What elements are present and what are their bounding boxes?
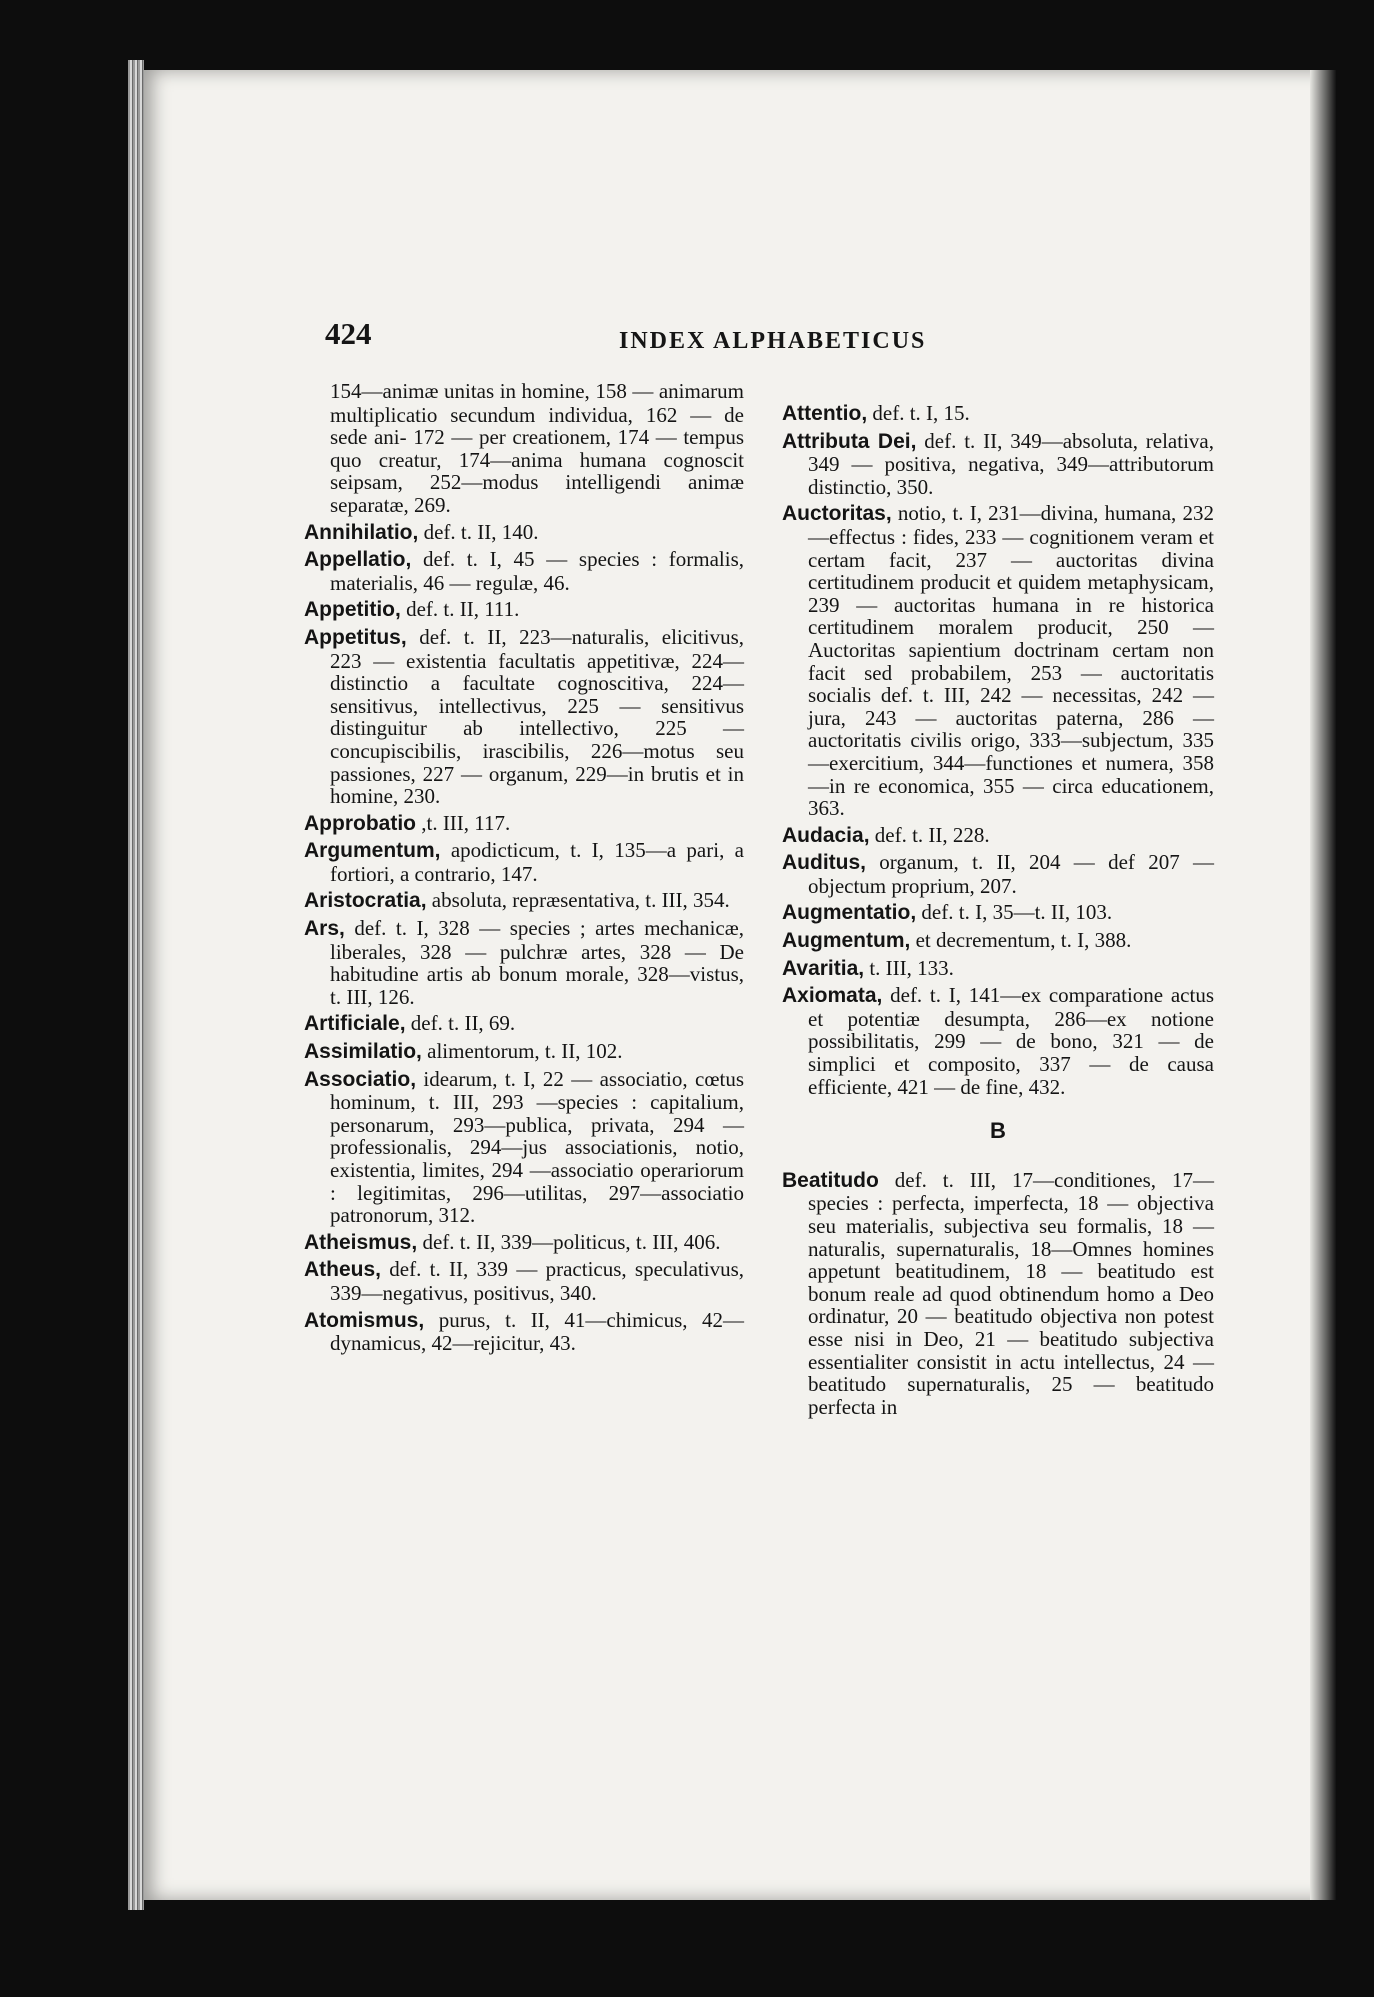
index-entry <box>782 1169 1214 1419</box>
entry-text: organum, t. II, 204 — def 207 — objectum proprium, 207. <box>808 850 1214 898</box>
entry-text: apodicticum, t. I, 135—a pari, a fortiori, a contrario, 147. <box>330 838 744 886</box>
index-entry <box>304 1231 744 1255</box>
entry-text: et decrementum, t. I, 388. <box>910 928 1132 953</box>
index-entry <box>304 1258 744 1304</box>
headword: Aristocratia, <box>304 889 427 913</box>
headword: Ars, <box>304 917 345 941</box>
index-entry <box>304 626 744 808</box>
entry-text: def. t. II, 339 — practicus, speculativus, 339—negativus, positivus, 340. <box>330 1257 744 1305</box>
headword: Atomismus, <box>304 1308 425 1332</box>
book-page <box>144 70 1336 1900</box>
index-entry <box>304 548 744 594</box>
index-entry <box>304 1040 744 1064</box>
headword: Annihilatio, <box>304 520 419 544</box>
index-entry <box>782 851 1214 897</box>
headword: Associatio, <box>304 1067 417 1091</box>
headword: Augmentatio, <box>782 901 917 925</box>
entry-text: def. t. II, 339—politicus, t. III, 406. <box>417 1229 721 1254</box>
headword: Axiomata, <box>782 984 883 1008</box>
entry-text: def. t. I, 35—t. II, 103. <box>916 900 1113 925</box>
entry-text: def. t. I, 141—ex comparatione actus et potentiæ desumpta, 286—ex notione possibilitatis, 299 — de bono, 321 — de simplici et composito, 337 — de causa efficiente, 421 — de fine, 432. <box>808 983 1214 1099</box>
entry-text: alimentorum, t. II, 102. <box>421 1039 623 1064</box>
entry-text: ,t. III, 117. <box>415 810 511 835</box>
headword: Appellatio, <box>304 548 412 572</box>
entry-text: def. t. II, 140. <box>418 519 539 544</box>
entry-text: t. III, 133. <box>864 955 954 980</box>
index-entry <box>782 929 1214 953</box>
entry-text: def. t. III, 17—conditiones, 17—species : perfecta, imperfecta, 18 — objectiva seu materialis, subjectiva seu formalis, 18 — naturalis, supernaturalis, 18—Omnes homines appetunt beatitudinem, 18 — beatitudo est bonum reale ad quod obtinendum homo a Deo ordinatur, 20 — beatitudo objectiva non potest esse nisi in Deo, 21 — beatitudo subjectiva essentialiter consistit in actu intellectus, 24 — beatitudo supernaturalis, 25 — beatitudo perfecta in <box>808 1167 1214 1419</box>
headword: Artificiale, <box>304 1012 406 1036</box>
headword: Audacia, <box>782 823 870 847</box>
index-entry <box>304 889 744 913</box>
index-entry <box>782 430 1214 499</box>
page-header <box>144 240 1336 354</box>
headword: Beatitudo <box>782 1168 879 1192</box>
index-entry <box>304 812 744 836</box>
entry-text: def. t. I, 45 — species : formalis, materialis, 46 — regulæ, 46. <box>330 547 744 595</box>
index-entry <box>304 521 744 545</box>
index-entry <box>304 380 744 517</box>
page-edges <box>128 60 144 1910</box>
index-entry <box>782 502 1214 819</box>
index-entry <box>304 1068 744 1227</box>
left-column <box>304 380 744 1359</box>
entry-text: def. t. II, 223—naturalis, elicitivus, 223 — existentia facultatis appetitivæ, 224—distinctio a facultate cognoscitiva, 224—sensitivus, intellectivus, 225 — sensitivus distinguitur ab intellectivo, 225 — concupiscibilis, irascibilis, 226—motus seu passiones, 227 — organum, 229—in brutis et in homine, 230. <box>330 624 744 809</box>
headword: Assimilatio, <box>304 1040 422 1064</box>
entry-text: def. t. II, 228. <box>869 822 990 847</box>
right-column <box>782 402 1214 1422</box>
headword: Appetitio, <box>304 598 401 622</box>
index-entry <box>304 917 744 1008</box>
page-number: 424 <box>325 316 372 351</box>
index-entry <box>304 1012 744 1036</box>
headword: Attentio, <box>782 402 868 425</box>
index-entry <box>782 957 1214 981</box>
section-letter: B <box>990 1118 1006 1144</box>
index-entry <box>782 402 1214 426</box>
headword: Auditus, <box>782 851 866 875</box>
entry-text: purus, t. II, 41—chimicus, 42—dynamicus, 42—rejicitur, 43. <box>330 1307 744 1356</box>
headword: Atheus, <box>304 1258 382 1282</box>
headword: Augmentum, <box>782 929 911 953</box>
gutter-shadow <box>1310 70 1336 1900</box>
headword: Atheismus, <box>304 1230 418 1254</box>
entry-text: def. t. II, 69. <box>405 1011 516 1036</box>
index-entry <box>304 839 744 885</box>
entry-text: absoluta, repræsentativa, t. III, 354. <box>426 888 730 913</box>
index-entry <box>782 984 1214 1098</box>
headword: Appetitus, <box>304 625 407 649</box>
index-entry <box>782 901 1214 925</box>
headword: Argumentum, <box>304 839 441 863</box>
entry-text: def. t. II, 111. <box>400 597 520 622</box>
entry-text: def. t. I, 328 — species ; artes mechanicæ, liberales, 328 — pulchræ artes, 328 — De habitudine artis ab bonum morale, 328—vistus, t. III, 126. <box>330 916 744 1009</box>
entry-text: def. t. II, 349—absoluta, relativa, 349 — positiva, negativa, 349—attributorum distinctio, 350. <box>808 428 1214 499</box>
headword: Avaritia, <box>782 956 865 980</box>
headword: Auctoritas, <box>782 502 892 526</box>
entry-text: idearum, t. I, 22 — associatio, cœtus hominum, t. III, 293 —species : capitalium, personarum, 293—publica, privata, 294 — professionalis, 294—jus associationis, notio, existentia, limites, 294 —associatio operariorum : legitimitas, 296—utilitas, 297—associatio patronorum, 312. <box>330 1066 744 1228</box>
entry-text: 154—animæ unitas in homine, 158 — animarum multiplicatio secundum individua, 162 — de sede ani- 172 — per creationem, 174 — tempus quo creatur, 174—anima humana cognoscit seipsam, 252—modus intelligendi animæ separatæ, 269. <box>330 379 744 517</box>
entry-text: def. t. I, 15. <box>867 401 970 425</box>
headword: Attributa Dei, <box>782 429 917 453</box>
entry-text: notio, t. I, 231—divina, humana, 232—effectus : fides, 233 — cognitionem veram et certam facit, 237 — auctoritas divina certitudinem producit et quidem metaphysicam, 239 — auctoritas humana in re historica certitudinem moralem producit, 250 — Auctoritas sapientium doctrinam certam non facit sed probabilem, 253 — auctoritatis socialis def. t. III, 242 — necessitas, 242 — jura, 243 — auctoritas paterna, 286 — auctoritatis civilis origo, 333—subjectum, 335—exercitium, 344—functiones et numera, 358—in re economica, 355 — circa educationem, 363. <box>808 501 1214 821</box>
running-head: INDEX ALPHABETICUS <box>619 328 927 354</box>
index-entry <box>304 1309 744 1355</box>
index-entry <box>782 824 1214 848</box>
index-entry <box>304 598 744 622</box>
headword: Approbatio <box>304 811 416 835</box>
